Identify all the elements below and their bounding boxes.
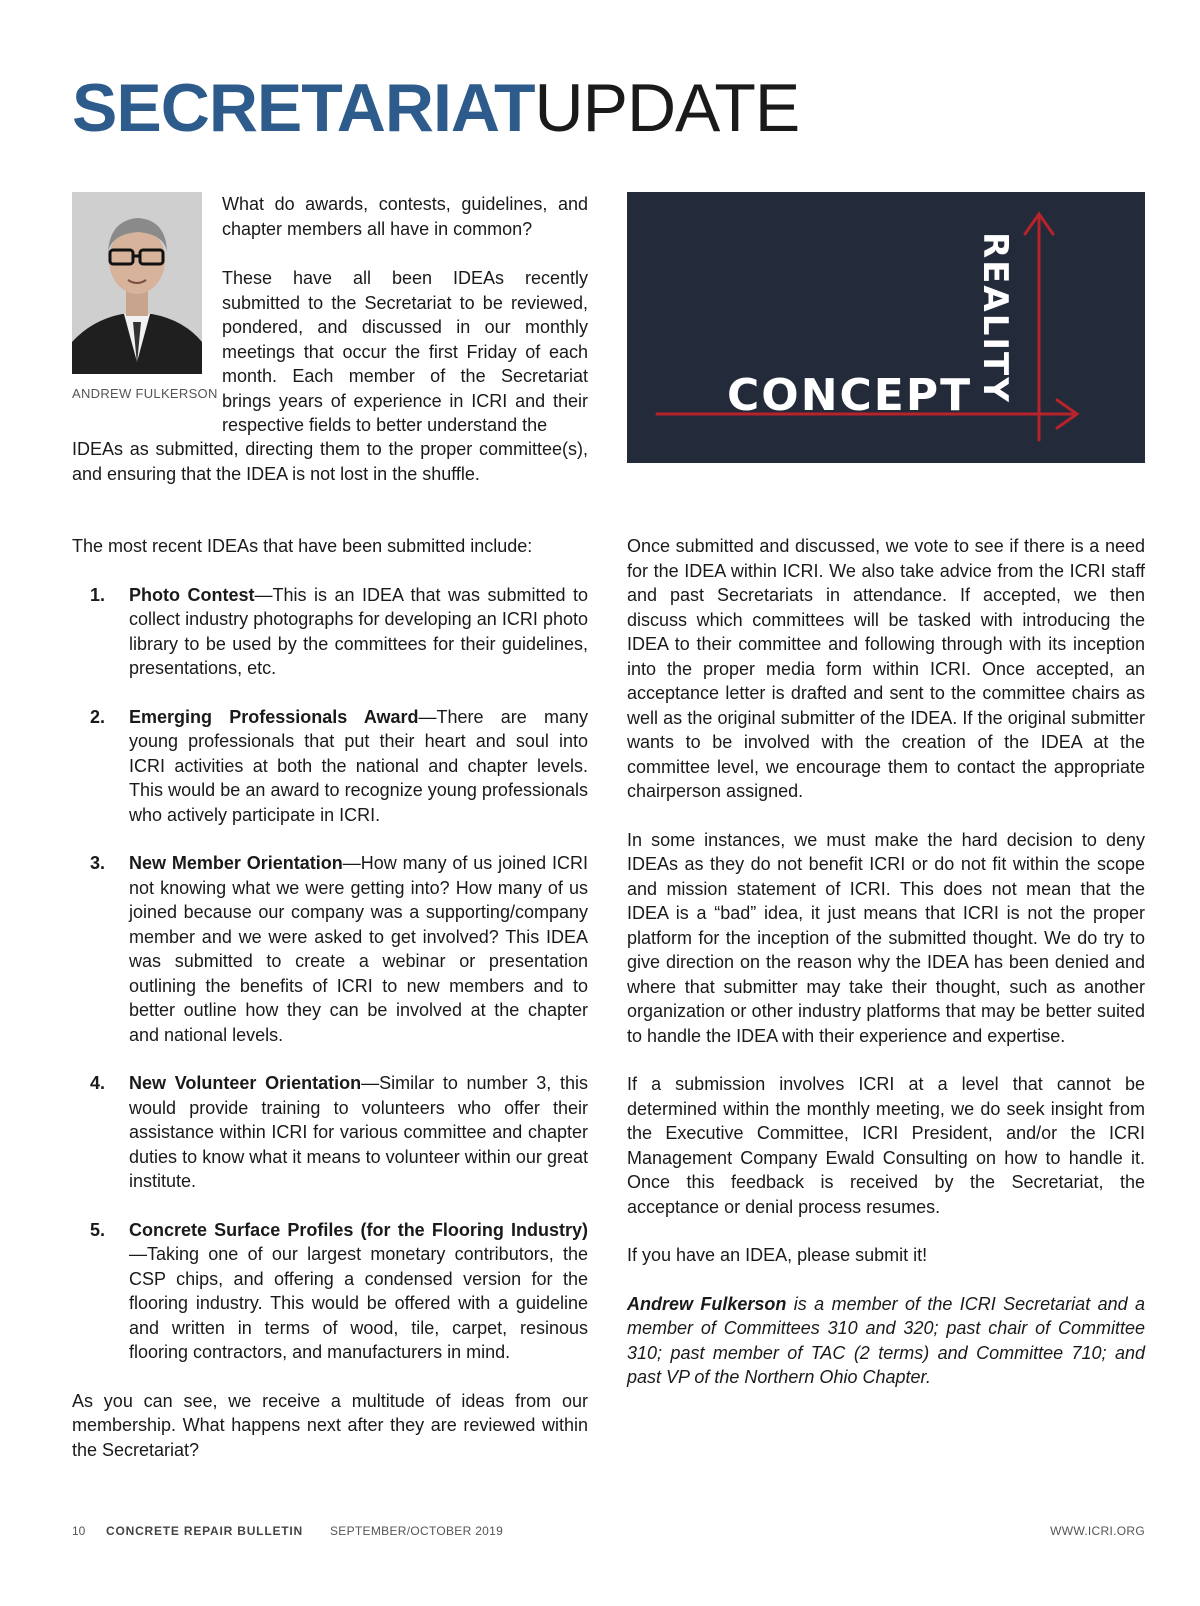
paragraph: Once submitted and discussed, we vote to see if there is a need for the IDEA within ICRI. We also take advice from the ICRI staff and past Secretariats in attendance. If accepted, we then discuss which committees will be tasked with introducing the IDEA to their committee and following through with its inception into the proper media form within ICRI. Once accepted, an acceptance letter is drafted and sent to the committee chairs as well as the original submitter of the IDEA. If the original submitter wants to be involved with the creation of the IDEA at the committee level, we encourage them to contact the appropriate chairperson assigned. (627, 536, 1145, 801)
list-number: 2. (90, 706, 106, 727)
title-light: UPDATE (534, 70, 800, 146)
intro-paragraph-1: What do awards, contests, guidelines, and chapter members all have in common? (222, 194, 588, 239)
reality-label: REALITY (975, 232, 1015, 404)
list-intro: The most recent IDEAs that have been submitted include: (72, 536, 533, 556)
list-item-title: Photo Contest (129, 584, 255, 605)
ideas-list (72, 583, 588, 1365)
intro-paragraph-2-part2: IDEAs as submitted, directing them to the proper committee(s), and ensuring that the IDEA is not lost in the shuffle. (72, 439, 588, 484)
list-item-text: —There are many young professionals that put their heart and soul into ICRI activities at both the national and chapter levels. This would be an award to recognize young professionals who actively participate in ICRI. (129, 706, 588, 825)
title-bold: SECRETARIAT (72, 70, 535, 146)
bio-name: Andrew Fulkerson (627, 1293, 787, 1314)
list-item (72, 1218, 588, 1365)
list-item-title: New Volunteer Orientation (129, 1073, 362, 1093)
list-item-text: —Similar to number 3, this would provide training to volunteers who offer their assistance within ICRI for various committee and chapter duties to know what it means to volunteer within our great institute. (129, 1073, 588, 1191)
intro-paragraph-2-part1: These have all been IDEAs recently submitted to the Secretariat to be reviewed, pondered, and discussed in our monthly meetings that occur the first Friday of each month. Each member of the Secretariat brings years of experience in ICRI and their respective fields to better understand the (222, 268, 588, 435)
closing-paragraph: As you can see, we receive a multitude of ideas from our membership. What happens next after they are reviewed within the Secretariat? (72, 1390, 588, 1460)
page-title (72, 66, 799, 150)
call-to-action: If you have an IDEA, please submit it! (627, 1245, 928, 1265)
list-item (72, 1071, 588, 1194)
concept-reality-image (627, 192, 1145, 463)
list-item-text: —How many of us joined ICRI not knowing what we were getting into? How many of us joined because our company was a supporting/company member and we were asked to get involved? This IDEA was submitted to create a webinar or presentation outlining the benefits of ICRI to new members and to better outline how they can be involved at the chapter and national levels. (129, 853, 588, 1045)
paragraph: In some instances, we must make the hard decision to deny IDEAs as they do not benefit ICRI or do not fit within the scope and mission statement of ICRI. This does not mean that the IDEA is a “bad” idea, it just means that ICRI is not the proper platform for the inception of the submitted thought. We do try to give direction on the reason why the IDEA has been denied and where that submitter may take their thought, such as another organization or other industry platforms that may be better suited to handle the IDEA with their experience and expertise. (627, 829, 1145, 1046)
list-number: 5. (90, 1219, 106, 1240)
right-column (627, 534, 1145, 1414)
concept-label: CONCEPT (727, 370, 973, 421)
list-item-title: Concrete Surface Profiles (for the Flooring Industry) (129, 1219, 588, 1240)
list-item-text: —This is an IDEA that was submitted to collect industry photographs for developing an ICRI photo library to be used by the committees for their guidelines, presentations, etc. (129, 584, 588, 678)
publication-name: CONCRETE REPAIR BULLETIN (106, 1524, 303, 1538)
list-item-text: —Taking one of our largest monetary contributors, the CSP chips, and offering a condensed version for the flooring industry. This would be offered with a guideline and written in terms of wood, tile, carpet, resinous flooring contractors, and manufacturers in mind. (129, 1244, 588, 1362)
list-item (72, 583, 588, 681)
list-item-title: Emerging Professionals Award (129, 706, 419, 727)
page-footer (72, 1524, 1145, 1544)
list-item (72, 851, 588, 1047)
left-column (72, 534, 588, 1462)
paragraph: If a submission involves ICRI at a level that cannot be determined within the monthly meeting, we do seek insight from the Executive Committee, ICRI President, and/or the ICRI Management Company Ewald Consulting on how to handle it. Once this feedback is received by the Secretariat, the acceptance or denial process resumes. (627, 1074, 1145, 1217)
list-number: 1. (90, 584, 106, 605)
list-item (72, 705, 588, 828)
author-photo (72, 192, 202, 374)
author-portrait-icon (72, 192, 202, 374)
list-number: 4. (90, 1073, 106, 1093)
issue-date: SEPTEMBER/OCTOBER 2019 (330, 1524, 504, 1538)
page-number: 10 (72, 1524, 86, 1538)
photo-caption: ANDREW FULKERSON (72, 386, 218, 401)
bio-text: is a member of the ICRI Secretariat and a member of Committees 310 and 320; past chair of Committee 310; past member of TAC (2 terms) and Committee 710; and past VP of the Northern Ohio Chapter. (627, 1293, 1146, 1387)
list-number: 3. (90, 853, 106, 873)
list-item-title: New Member Orientation (129, 853, 343, 873)
website-link[interactable]: WWW.ICRI.ORG (1050, 1524, 1145, 1538)
author-bio (627, 1292, 1145, 1390)
